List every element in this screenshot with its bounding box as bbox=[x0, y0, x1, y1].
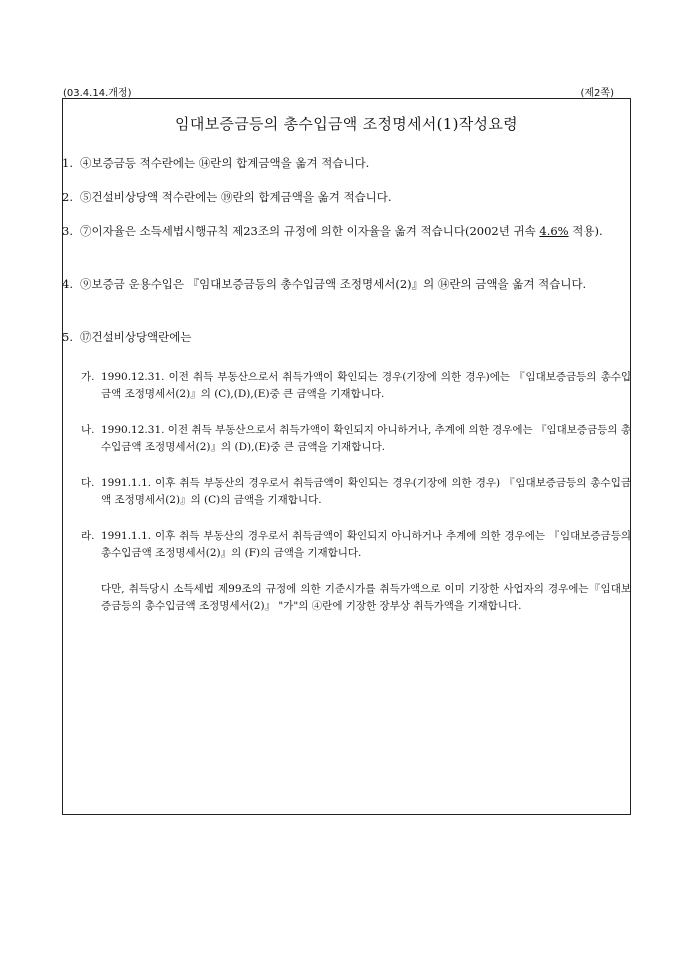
sub-item-na bbox=[81, 422, 631, 456]
item-number: 3. bbox=[62, 224, 73, 238]
page-number: (제2쪽) bbox=[580, 88, 614, 99]
instruction-item-4 bbox=[63, 276, 631, 293]
instruction-item-3 bbox=[63, 223, 631, 240]
sub-item-text: 1991.1.1. 이후 취득 부동산의 경우로서 취득금액이 확인되지 아니하거나 추계에 의한 경우에는 『임대보증금등의 총수입금액 조정명세서(2)』의 (F)의 금액을 기재합니다. bbox=[101, 530, 631, 559]
item-text bbox=[63, 223, 629, 240]
instructions-frame bbox=[62, 98, 631, 815]
sub-item-label: 라. bbox=[81, 530, 95, 542]
sub-item-label: 다. bbox=[81, 477, 95, 489]
sub-item-da bbox=[81, 475, 631, 509]
item-text: ⑤건설비상당액 적수란에는 ⑲란의 합계금액을 옮겨 적습니다. bbox=[80, 190, 392, 204]
interest-rate-underlined: 4.6% bbox=[539, 224, 569, 238]
instruction-item-1 bbox=[63, 155, 631, 172]
item-number: 1. bbox=[62, 156, 73, 170]
item-number: 4. bbox=[62, 277, 73, 291]
item-text: ⑰건설비상당액란에는 bbox=[80, 330, 192, 344]
sub-item-label: 가. bbox=[81, 371, 95, 383]
instruction-item-2 bbox=[63, 189, 631, 206]
sub-item-proviso bbox=[81, 581, 631, 615]
document-title: 임대보증금등의 총수입금액 조정명세서(1)작성요령 bbox=[175, 115, 518, 133]
item-text: ⑨보증금 운용수입은 『임대보증금등의 총수입금액 조정명세서(2)』의 ⑭란의 금액을 옮겨 적습니다. bbox=[80, 277, 587, 291]
item-text: ④보증금등 적수란에는 ⑭란의 합계금액을 옮겨 적습니다. bbox=[80, 156, 370, 170]
item-number: 2. bbox=[62, 190, 73, 204]
sub-item-text: 1991.1.1. 이후 취득 부동산의 경우로서 취득금액이 확인되는 경우(기장에 의한 경우) 『임대보증금등의 총수입금액 조정명세서(2)』의 (C)의 금액을 기재합니다. bbox=[101, 477, 631, 506]
sub-item-ga bbox=[81, 369, 631, 403]
sub-item-text: 다만, 취득당시 소득세법 제99조의 규정에 의한 기준시가를 취득가액으로 이미 기장한 사업자의 경우에는『임대보증금등의 총수입금액 조정명세서(2)』 "가"의 ④란에 기장한 장부상 취득가액을 기재합니다. bbox=[101, 583, 631, 612]
item-text-b: 적용). bbox=[568, 224, 603, 238]
sub-item-text: 1990.12.31. 이전 취득 부동산으로서 취득가액이 확인되는 경우(기장에 의한 경우)에는 『임대보증금등의 총수입금액 조정명세서(2)』의 (C),(D),(E)중 큰 금액을 기재합니다. bbox=[101, 371, 631, 400]
sub-item-text: 1990.12.31. 이전 취득 부동산으로서 취득가액이 확인되지 아니하거나, 추계에 의한 경우에는 『임대보증금등의 총수입금액 조정명세서(2)』의 (D),(E)중 큰 금액을 기재합니다. bbox=[101, 424, 631, 453]
item-text-a: ⑦이자율은 소득세법시행규칙 제23조의 규정에 의한 이자율을 옮겨 적습니다(2002년 귀속 bbox=[80, 224, 540, 238]
instruction-item-5 bbox=[63, 329, 631, 346]
item-number: 5. bbox=[62, 330, 73, 344]
sub-item-label: 나. bbox=[81, 424, 95, 436]
revision-note: (03.4.14.개정) bbox=[63, 88, 132, 99]
sub-item-ra bbox=[81, 528, 631, 562]
